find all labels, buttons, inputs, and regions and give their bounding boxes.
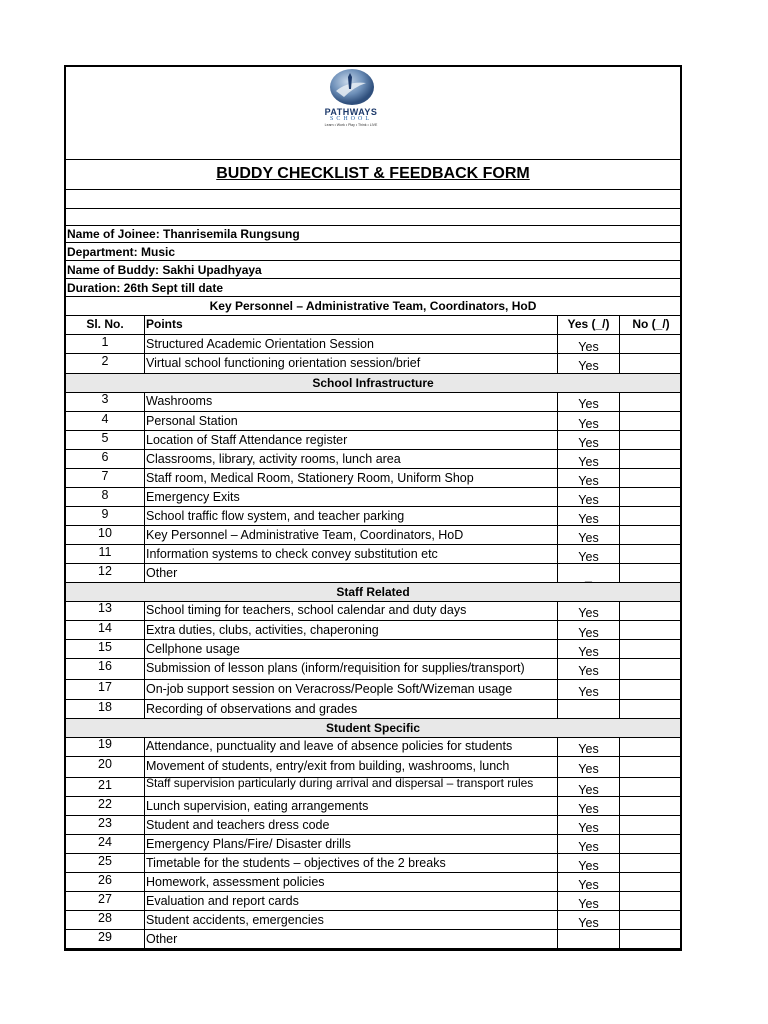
sl-number: 29: [66, 930, 145, 948]
sl-number: 10: [66, 526, 145, 544]
yes-cell: Yes: [558, 757, 620, 777]
logo-tagline: Learn • Work • Play • Think • LIVE: [324, 123, 378, 127]
no-cell: [620, 526, 682, 544]
sl-number: 26: [66, 873, 145, 891]
yes-cell: Yes: [558, 892, 620, 910]
sl-number: 28: [66, 911, 145, 929]
yes-cell: Yes: [558, 737, 620, 756]
sl-number: 15: [66, 640, 145, 658]
no-cell: [620, 469, 682, 487]
yes-cell: Yes: [558, 469, 620, 487]
yes-cell: Yes: [558, 778, 620, 796]
yes-cell: [558, 930, 620, 948]
point-text: Student and teachers dress code: [145, 816, 558, 834]
sl-number: 13: [66, 601, 145, 620]
point-text: Timetable for the students – objectives of the 2 breaks: [145, 854, 558, 872]
sl-number: 3: [66, 392, 145, 411]
col-sl-header: Sl. No.: [66, 315, 145, 334]
table-row: [66, 873, 680, 892]
table-row: [66, 835, 680, 854]
point-text: Homework, assessment policies: [145, 873, 558, 891]
sl-number: 21: [66, 778, 145, 796]
sl-number: 2: [66, 354, 145, 373]
sl-number: 9: [66, 507, 145, 525]
no-cell: [620, 700, 682, 718]
yes-cell: Yes: [558, 911, 620, 929]
table-row: [66, 488, 680, 507]
point-text: Personal Station: [145, 412, 558, 430]
no-cell: [620, 621, 682, 639]
sl-number: 25: [66, 854, 145, 872]
point-text: Structured Academic Orientation Session: [145, 335, 558, 353]
no-cell: [620, 431, 682, 449]
point-text: Evaluation and report cards: [145, 892, 558, 910]
sl-number: 11: [66, 545, 145, 563]
yes-cell: Yes: [558, 507, 620, 525]
yes-cell: Yes: [558, 659, 620, 679]
yes-cell: Yes: [558, 621, 620, 639]
no-cell: [620, 564, 682, 582]
point-text: Classrooms, library, activity rooms, lunch area: [145, 450, 558, 468]
table-row: [66, 930, 680, 949]
key-personnel-heading: Key Personnel – Administrative Team, Coordinators, HoD: [66, 297, 680, 316]
point-text: Virtual school functioning orientation session/brief: [145, 354, 558, 373]
sl-number: 17: [66, 680, 145, 699]
table-row: [66, 335, 680, 354]
no-cell: [620, 488, 682, 506]
yes-cell: [558, 700, 620, 718]
table-row: [66, 564, 680, 583]
no-cell: [620, 545, 682, 563]
yes-cell: Yes: [558, 873, 620, 891]
no-cell: [620, 601, 682, 620]
table-row: [66, 601, 680, 621]
sl-number: 8: [66, 488, 145, 506]
table-row: [66, 545, 680, 564]
yes-cell: Yes: [558, 835, 620, 853]
yes-cell: Yes: [558, 854, 620, 872]
yes-cell: Yes: [558, 816, 620, 834]
table-row: [66, 640, 680, 659]
yes-cell: _: [558, 564, 620, 582]
col-yes-header: Yes (_/): [558, 315, 620, 334]
table-row: [66, 911, 680, 930]
no-cell: [620, 354, 682, 373]
buddy-name: Name of Buddy: Sakhi Upadhyaya: [66, 261, 680, 279]
table-row: [66, 700, 680, 719]
table-row: [66, 450, 680, 469]
table-row: [66, 526, 680, 545]
no-cell: [620, 680, 682, 699]
form-title: BUDDY CHECKLIST & FEEDBACK FORM: [66, 159, 680, 190]
sl-number: 14: [66, 621, 145, 639]
sl-number: 5: [66, 431, 145, 449]
sl-number: 1: [66, 335, 145, 353]
sl-number: 7: [66, 469, 145, 487]
table-row: [66, 737, 680, 757]
yes-cell: Yes: [558, 545, 620, 563]
table-row: [66, 757, 680, 778]
point-text: Emergency Exits: [145, 488, 558, 506]
section-heading: Staff Related: [66, 583, 680, 602]
sl-number: 24: [66, 835, 145, 853]
table-row: [66, 659, 680, 680]
point-text: Lunch supervision, eating arrangements: [145, 797, 558, 815]
yes-cell: Yes: [558, 526, 620, 544]
table-row: [66, 892, 680, 911]
logo-subtitle: SCHOOL: [329, 116, 372, 122]
point-text: Student accidents, emergencies: [145, 911, 558, 929]
yes-cell: Yes: [558, 680, 620, 699]
sl-number: 23: [66, 816, 145, 834]
point-text: Cellphone usage: [145, 640, 558, 658]
point-text: Key Personnel – Administrative Team, Coordinators, HoD: [145, 526, 558, 544]
point-text: Extra duties, clubs, activities, chaperoning: [145, 621, 558, 639]
logo-name: PATHWAYS: [324, 107, 378, 117]
no-cell: [620, 737, 682, 756]
table-row: [66, 431, 680, 450]
no-cell: [620, 640, 682, 658]
sl-number: 20: [66, 757, 145, 777]
yes-cell: Yes: [558, 412, 620, 430]
no-cell: [620, 854, 682, 872]
point-text: School timing for teachers, school calendar and duty days: [145, 601, 558, 620]
sl-number: 4: [66, 412, 145, 430]
table-row: [66, 412, 680, 431]
blank-row: [66, 189, 680, 209]
no-cell: [620, 835, 682, 853]
table-row: [66, 680, 680, 700]
table-row: [66, 392, 680, 412]
yes-cell: Yes: [558, 488, 620, 506]
col-points-header: Points: [145, 315, 558, 334]
department: Department: Music: [66, 243, 680, 261]
section-heading: School Infrastructure: [66, 374, 680, 393]
sl-number: 22: [66, 797, 145, 815]
table-row: [66, 621, 680, 640]
yes-cell: Yes: [558, 450, 620, 468]
section-heading: Student Specific: [66, 719, 680, 738]
table-row: [66, 797, 680, 816]
sl-number: 19: [66, 737, 145, 756]
yes-cell: Yes: [558, 354, 620, 373]
point-text: Staff supervision particularly during arrival and dispersal – transport rules: [145, 778, 558, 796]
no-cell: [620, 930, 682, 948]
no-cell: [620, 911, 682, 929]
point-text: Movement of students, entry/exit from building, washrooms, lunch: [145, 757, 558, 777]
blank-row: [66, 208, 680, 226]
yes-cell: Yes: [558, 601, 620, 620]
table-header: [66, 315, 680, 335]
point-text: Submission of lesson plans (inform/requisition for supplies/transport): [145, 659, 558, 679]
yes-cell: Yes: [558, 335, 620, 353]
table-row: [66, 816, 680, 835]
table-row: [66, 854, 680, 873]
table-row: [66, 354, 680, 374]
point-text: School traffic flow system, and teacher parking: [145, 507, 558, 525]
point-text: On-job support session on Veracross/People Soft/Wizeman usage: [145, 680, 558, 699]
point-text: Recording of observations and grades: [145, 700, 558, 718]
yes-cell: Yes: [558, 431, 620, 449]
no-cell: [620, 797, 682, 815]
sl-number: 16: [66, 659, 145, 679]
no-cell: [620, 757, 682, 777]
no-cell: [620, 450, 682, 468]
no-cell: [620, 778, 682, 796]
logo-area: [66, 67, 680, 160]
point-text: Washrooms: [145, 392, 558, 411]
yes-cell: Yes: [558, 640, 620, 658]
point-text: Other: [145, 930, 558, 948]
no-cell: [620, 659, 682, 679]
no-cell: [620, 816, 682, 834]
sl-number: 12: [66, 564, 145, 582]
yes-cell: Yes: [558, 392, 620, 411]
no-cell: [620, 892, 682, 910]
duration: Duration: 26th Sept till date: [66, 279, 680, 297]
sl-number: 18: [66, 700, 145, 718]
col-no-header: No (_/): [632, 317, 670, 331]
point-text: Information systems to check convey substitution etc: [145, 545, 558, 563]
no-cell: [620, 507, 682, 525]
joinee-name: Name of Joinee: Thanrisemila Rungsung: [66, 225, 680, 243]
point-text: Other: [145, 564, 558, 582]
sl-number: 6: [66, 450, 145, 468]
point-text: Attendance, punctuality and leave of absence policies for students: [145, 737, 558, 756]
point-text: Staff room, Medical Room, Stationery Room, Uniform Shop: [145, 469, 558, 487]
checklist-form: [64, 65, 682, 951]
no-cell: [620, 335, 682, 353]
table-row: [66, 778, 680, 797]
no-cell: [620, 392, 682, 411]
point-text: Emergency Plans/Fire/ Disaster drills: [145, 835, 558, 853]
no-cell: [620, 412, 682, 430]
table-row: [66, 469, 680, 488]
table-row: [66, 507, 680, 526]
sl-number: 27: [66, 892, 145, 910]
no-cell: [620, 873, 682, 891]
point-text: Location of Staff Attendance register: [145, 431, 558, 449]
yes-cell: Yes: [558, 797, 620, 815]
